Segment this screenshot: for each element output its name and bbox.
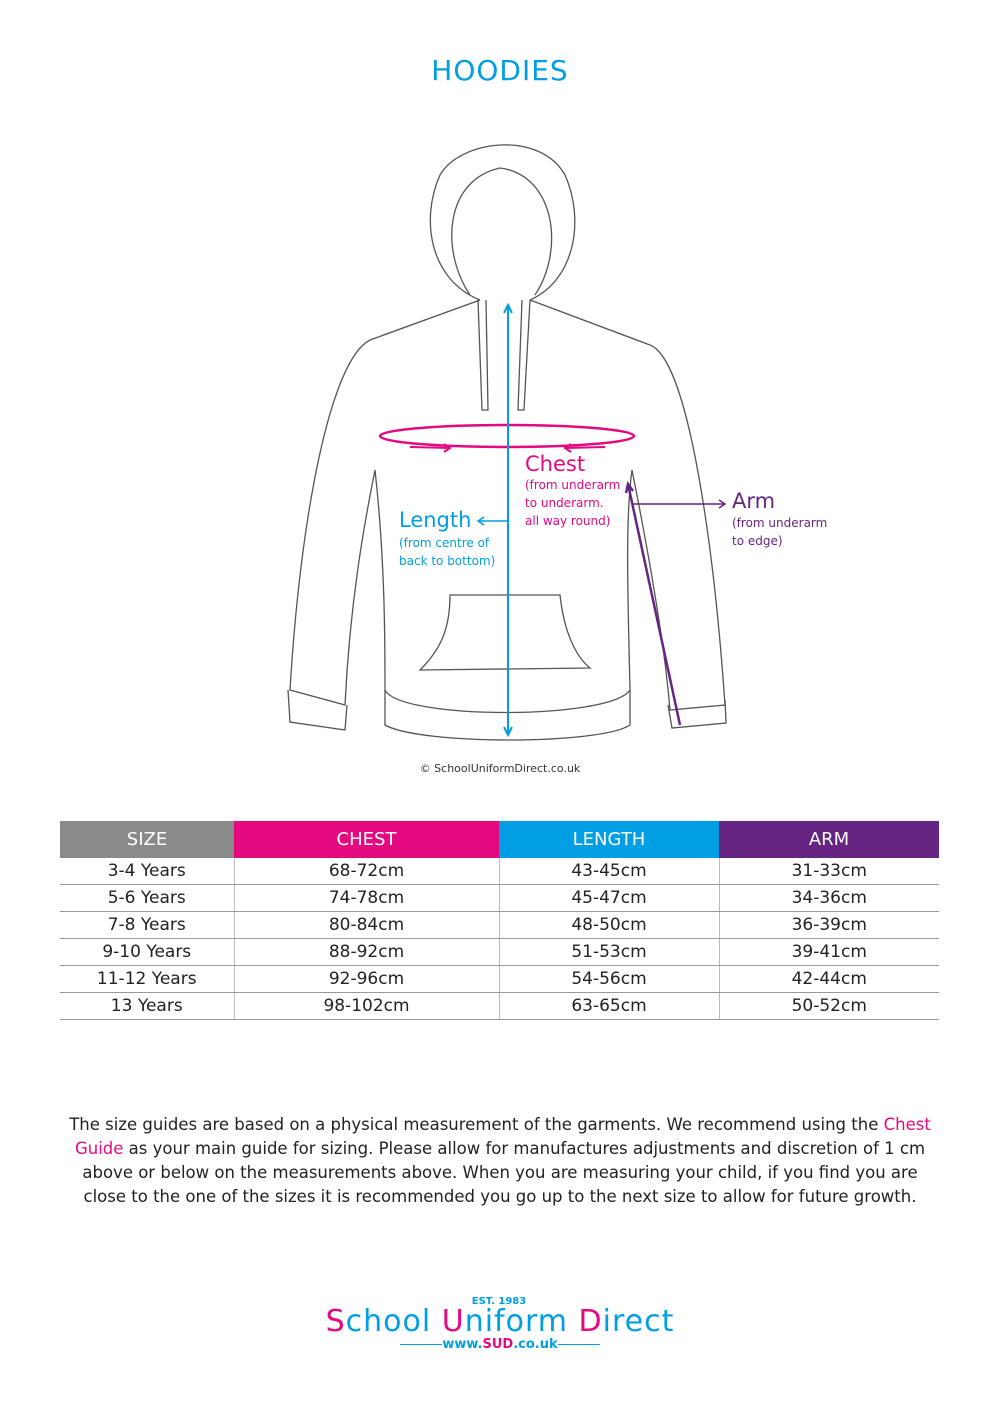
length-note-line: (from centre of (399, 536, 490, 550)
sizing-note (60, 1113, 940, 1209)
table-cell: 88-92cm (234, 939, 499, 966)
table-cell: 45-47cm (499, 885, 719, 912)
logo-url: SUD (482, 1337, 514, 1352)
table-cell: 42-44cm (719, 966, 939, 993)
logo-est: EST. 1983 (471, 1296, 527, 1307)
drawstring-right (518, 300, 530, 410)
table-cell: 98-102cm (234, 993, 499, 1020)
hood-opening (452, 168, 552, 295)
table-cell: 54-56cm (499, 966, 719, 993)
pocket (420, 595, 590, 670)
chest-note (525, 476, 620, 530)
drawstring-left (478, 300, 488, 410)
table-cell: 68-72cm (234, 858, 499, 885)
logo-text: irect (602, 1304, 675, 1339)
arm-note (732, 514, 827, 550)
length-label: Length (399, 508, 472, 532)
chest-note-line: (from underarm (525, 478, 621, 492)
table-cell: 11-12 Years (60, 966, 234, 993)
table-cell: 7-8 Years (60, 912, 234, 939)
logo-letter: S (325, 1304, 346, 1339)
left-cuff (288, 690, 347, 730)
hoodie-diagram (0, 120, 1000, 760)
table-cell: 31-33cm (719, 858, 939, 885)
table-cell: 51-53cm (499, 939, 719, 966)
table-cell: 34-36cm (719, 885, 939, 912)
table-cell: 5-6 Years (60, 885, 234, 912)
table-row (60, 939, 939, 966)
table-cell: 80-84cm (234, 912, 499, 939)
chest-guide-highlight: Chest Guide (74, 1115, 931, 1158)
table-cell: 92-96cm (234, 966, 499, 993)
copyright: © SchoolUniformDirect.co.uk (419, 762, 581, 775)
table-row (60, 885, 939, 912)
column-header: SIZE (60, 821, 234, 858)
table-row (60, 966, 939, 993)
table-row (60, 912, 939, 939)
chest-note-line: to underarm. (525, 496, 604, 510)
arm-measure-line (626, 484, 680, 725)
logo-letter: D (578, 1304, 603, 1339)
sud-logo (0, 1296, 1000, 1352)
table-cell: 50-52cm (719, 993, 939, 1020)
table-cell: 36-39cm (719, 912, 939, 939)
arm-note-line: (from underarm (732, 516, 828, 530)
length-note-line: back to bottom) (399, 554, 496, 568)
length-measure-line (504, 305, 512, 735)
note-text: The size guides are based on a physical measurement of the garments. We recommend using the (69, 1115, 884, 1134)
table-cell: 9-10 Years (60, 939, 234, 966)
logo-text: niform (464, 1304, 579, 1339)
table-row (60, 993, 939, 1020)
table-cell: 48-50cm (499, 912, 719, 939)
table-cell: 13 Years (60, 993, 234, 1020)
length-note (399, 534, 495, 570)
column-header: ARM (719, 821, 939, 858)
chest-label: Chest (525, 452, 586, 476)
table-row (60, 858, 939, 885)
table-cell: 74-78cm (234, 885, 499, 912)
column-header: LENGTH (499, 821, 719, 858)
page-title: HOODIES (431, 54, 569, 87)
table-cell: 3-4 Years (60, 858, 234, 885)
table-cell: 39-41cm (719, 939, 939, 966)
arm-label: Arm (732, 489, 776, 513)
table-cell: 43-45cm (499, 858, 719, 885)
logo-text: chool (345, 1304, 442, 1339)
logo-url: .co.uk (513, 1337, 558, 1352)
table-cell: 63-65cm (499, 993, 719, 1020)
arm-note-line: to edge) (732, 534, 783, 548)
note-text: as your main guide for sizing. Please allow for manufactures adjustments and discretion of 1 cm above or below on the measurements above. When you are measuring your child, if you find you are close to the one of the sizes it is recommended you go up to the next size to allow for future growth. (82, 1139, 926, 1206)
column-header: CHEST (234, 821, 499, 858)
logo-url: www. (442, 1337, 483, 1352)
logo-letter: U (441, 1304, 465, 1339)
chest-note-line: all way round) (525, 514, 611, 528)
size-table (60, 821, 939, 1020)
